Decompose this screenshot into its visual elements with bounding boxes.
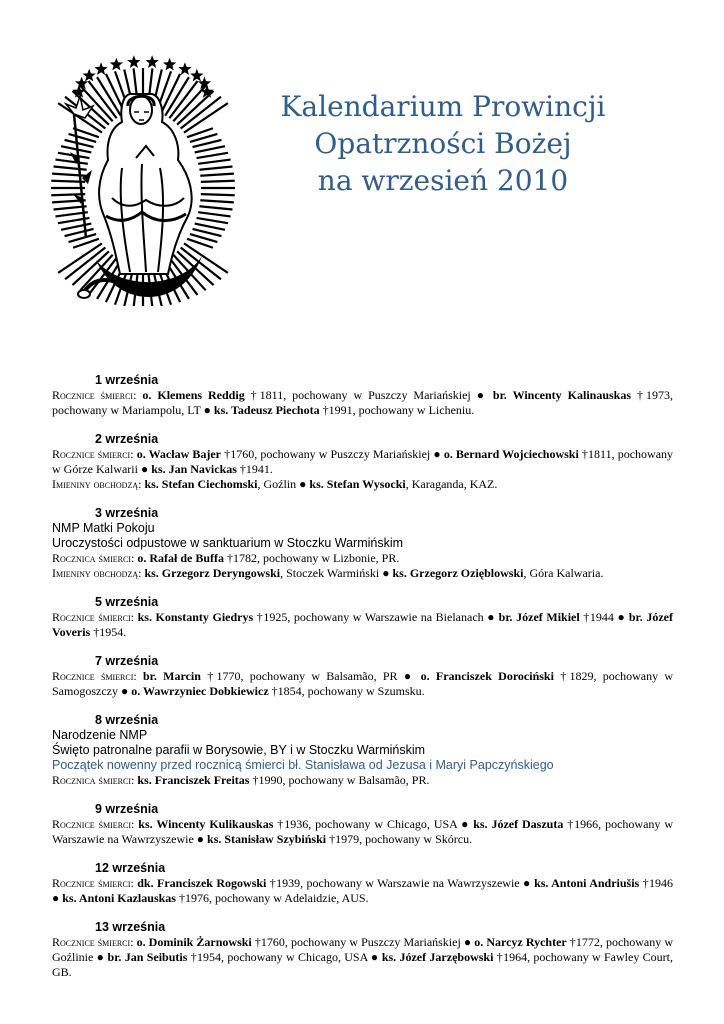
text-run: :: [131, 817, 139, 831]
person-name: o. Dominik Żarnowski: [136, 935, 252, 949]
section-label: Rocznica śmierci: [52, 551, 132, 565]
person-name: ks. Wincenty Kulikauskas: [138, 817, 274, 831]
title-line: Kalendarium Prowincji: [280, 90, 606, 123]
title-line: Opatrzności Bożej: [314, 127, 572, 160]
text-run: :: [130, 610, 138, 624]
text-run: †1976, pochowany w Adelaidzie, AUS.: [175, 891, 369, 905]
text-run: †1944 ●: [579, 610, 629, 624]
text-run: †1770, pochowany w Balsamão, PR ●: [200, 669, 421, 683]
text-run: :: [133, 388, 143, 402]
section-label: Imieniny obchodzą: [52, 477, 139, 491]
text-run: †1925, pochowany w Warszawie na Bielanach ●: [253, 610, 499, 624]
text-run: :: [138, 566, 145, 580]
person-name: ks. Tadeusz Piechota: [213, 403, 320, 417]
section-label: Rocznice śmierci: [52, 388, 134, 402]
person-name: o. Narcyz Rychter: [474, 935, 567, 949]
entry-date: 13 września: [95, 920, 166, 934]
person-name: ks. Jan Navickas: [151, 462, 237, 476]
person-name: o. Wacław Bajer: [136, 447, 221, 461]
person-name: br. Marcin: [143, 669, 201, 683]
person-name: o. Franciszek Dorociński: [420, 669, 554, 683]
calendar-entry: [52, 432, 673, 492]
calendar-title: [268, 88, 618, 199]
person-name: ks. Konstanty Giedrys: [137, 610, 254, 624]
text-run: †1966, pochowany w Warszawie na Wawrzyszewie ●: [52, 817, 673, 846]
entry-paragraph: [52, 447, 673, 477]
text-run: †1954.: [90, 625, 127, 639]
section-label: Rocznice śmierci: [52, 447, 131, 461]
person-name: ks. Grzegorz Ozięblowski: [392, 566, 524, 580]
entry-date: 1 września: [95, 373, 159, 387]
entry-paragraph: [52, 610, 673, 640]
person-name: ks. Grzegorz Deryngowski: [144, 566, 281, 580]
text-run: †1954, pochowany w Chicago, USA ●: [187, 950, 382, 964]
text-run: , Stoczek Warmiński ●: [280, 566, 393, 580]
person-name: ks. Stefan Ciechomski: [144, 477, 258, 491]
calendar-entry: [52, 373, 673, 418]
text-run: †1760, pochowany w Puszczy Mariańskiej ●: [251, 935, 475, 949]
text-run: :: [130, 876, 138, 890]
person-name: br. Józef Mikiel: [498, 610, 580, 624]
text-run: †1936, pochowany w Chicago, USA ●: [273, 817, 474, 831]
section-label: Imieniny obchodzą: [52, 566, 139, 580]
text-run: †1772, pochowany w Goźlinie ●: [52, 935, 673, 964]
person-name: ks. Stefan Wysocki: [309, 477, 406, 491]
section-label: Rocznice śmierci: [52, 669, 134, 683]
calendar-entry: [52, 713, 673, 788]
calendar-entry: [52, 506, 673, 581]
madonna-with-stars-emblem-icon: [50, 48, 236, 306]
entry-date: 8 września: [95, 713, 159, 727]
text-run: :: [131, 551, 138, 565]
text-run: †1990, pochowany w Balsamão, PR.: [249, 773, 430, 787]
person-name: dk. Franciszek Rogowski: [137, 876, 267, 890]
person-name: ks. Antoni Kazlauskas: [62, 891, 176, 905]
entry-feast: Narodzenie NMP: [52, 728, 148, 742]
entry-date: 12 września: [95, 861, 166, 875]
text-run: , Karaganda, KAZ.: [405, 477, 498, 491]
text-run: †1941.: [236, 462, 273, 476]
person-name: br. Józef Voveris: [52, 610, 674, 639]
section-label: Rocznice śmierci: [52, 817, 132, 831]
text-run: , Goźlin ●: [257, 477, 310, 491]
person-name: ks. Stanisław Szybiński: [207, 832, 327, 846]
text-run: †1973, pochowany w Mariampolu, LT ●: [52, 388, 673, 417]
text-run: :: [133, 669, 143, 683]
person-name: o. Rafał de Buffa: [137, 551, 225, 565]
calendar-entry: [52, 920, 673, 980]
entry-feast: Uroczystości odpustowe w sanktuarium w Stoczku Warmińskim: [52, 536, 404, 550]
person-name: o. Bernard Wojciechowski: [443, 447, 579, 461]
person-name: ks. Józef Jarzębowski: [381, 950, 494, 964]
text-run: †1760, pochowany w Puszczy Mariańskiej ●: [221, 447, 444, 461]
text-run: †1829, pochowany w Samogoszczy ●: [52, 669, 674, 698]
person-name: o. Wawrzyniec Dobkiewicz: [131, 684, 269, 698]
text-run: †1979, pochowany w Skórcu.: [326, 832, 473, 846]
person-name: ks. Antoni Andriušis: [534, 876, 640, 890]
section-label: Rocznica śmierci: [52, 773, 132, 787]
entry-notice: Początek nowenny przed rocznicą śmierci bł. Stanisława od Jezusa i Maryi Papczyńskiego: [52, 758, 554, 772]
entry-paragraph: [52, 477, 673, 492]
entry-paragraph: [52, 551, 673, 566]
calendar-entry: [52, 654, 673, 699]
entry-date: 5 września: [95, 595, 159, 609]
text-run: †1854, pochowany w Szumsku.: [268, 684, 425, 698]
text-run: :: [130, 935, 137, 949]
text-run: , Góra Kalwaria.: [523, 566, 604, 580]
text-run: †1939, pochowany w Warszawie na Wawrzyszewie ●: [266, 876, 535, 890]
entry-date: 7 września: [95, 654, 159, 668]
person-name: ks. Franciszek Freitas: [137, 773, 250, 787]
person-name: ks. Józef Daszuta: [473, 817, 564, 831]
entry-date: 3 września: [95, 506, 159, 520]
calendar-entry: [52, 861, 673, 906]
text-run: †1946 ●: [52, 876, 674, 905]
text-run: †1964, pochowany w Fawley Court, GB.: [52, 950, 673, 979]
entry-paragraph: [52, 935, 673, 980]
text-run: :: [130, 447, 137, 461]
entry-paragraph: [52, 388, 673, 418]
text-run: †1782, pochowany w Lizbonie, PR.: [224, 551, 400, 565]
text-run: :: [131, 773, 138, 787]
calendar-entry: [52, 595, 673, 640]
title-line: na wrzesień 2010: [317, 164, 569, 197]
entry-date: 2 września: [95, 432, 159, 446]
section-label: Rocznice śmierci: [52, 935, 131, 949]
entry-paragraph: [52, 566, 673, 581]
entry-paragraph: [52, 773, 673, 788]
text-run: :: [138, 477, 145, 491]
text-run: †1811, pochowany w Puszczy Mariańskiej ●: [244, 388, 493, 402]
calendar-entry: [52, 802, 673, 847]
text-run: †1991, pochowany w Licheniu.: [319, 403, 475, 417]
section-label: Rocznice śmierci: [52, 876, 131, 890]
entry-paragraph: [52, 876, 673, 906]
person-name: br. Wincenty Kalinauskas: [492, 388, 632, 402]
entry-feast: NMP Matki Pokoju: [52, 521, 155, 535]
person-name: br. Jan Seibutis: [107, 950, 188, 964]
entry-paragraph: [52, 669, 673, 699]
section-label: Rocznice śmierci: [52, 610, 131, 624]
text-run: †1811, pochowany w Górze Kalwarii ●: [52, 447, 674, 476]
entry-feast: Święto patronalne parafii w Borysowie, BY i w Stoczku Warmińskim: [52, 743, 426, 757]
person-name: o. Klemens Reddig: [142, 388, 245, 402]
entry-paragraph: [52, 817, 673, 847]
calendar-entries: [52, 373, 673, 994]
entry-date: 9 września: [95, 802, 159, 816]
